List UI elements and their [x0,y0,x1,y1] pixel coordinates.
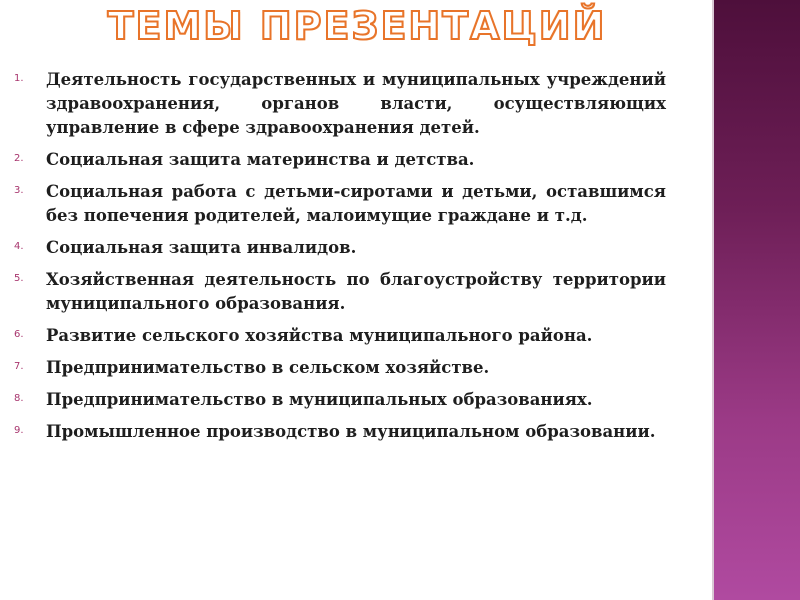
list-number: 7. [14,361,24,372]
list-number: 3. [14,185,24,196]
list-item [14,268,666,316]
list-item-text: Деятельность государственных и муниципальных учреждений здравоохранения, органов власти, осуществляющих управление в сфере здравоохранения детей. [46,70,666,137]
list-item-text: Хозяйственная деятельность по благоустройству территории муниципального образования. [46,270,666,313]
slide-title: ТЕМЫ ПРЕЗЕНТАЦИЙ [107,4,607,48]
list-item-text: Социальная защита инвалидов. [46,238,357,257]
list-number: 1. [14,73,24,84]
list-item [14,68,666,140]
list-item [14,148,666,172]
list-item [14,356,666,380]
list-item-text: Предпринимательство в сельском хозяйстве. [46,358,490,377]
list-item-text: Социальная работа с детьми-сиротами и детьми, оставшимся без попечения родителей, малоимущие граждане и т.д. [46,182,666,225]
list-item [14,180,666,228]
list-item [14,388,666,412]
list-item-text: Развитие сельского хозяйства муниципального района. [46,326,593,345]
topics-list [14,68,666,452]
list-number: 4. [14,241,24,252]
list-number: 8. [14,393,24,404]
list-number: 5. [14,273,24,284]
list-item [14,236,666,260]
list-number: 9. [14,425,24,436]
list-item [14,324,666,348]
list-item [14,420,666,444]
list-number: 2. [14,153,24,164]
list-item-text: Социальная защита материнства и детства. [46,150,475,169]
list-item-text: Предпринимательство в муниципальных образованиях. [46,390,593,409]
decorative-sidebar [714,0,800,600]
list-item-text: Промышленное производство в муниципальном образовании. [46,422,656,441]
list-number: 6. [14,329,24,340]
